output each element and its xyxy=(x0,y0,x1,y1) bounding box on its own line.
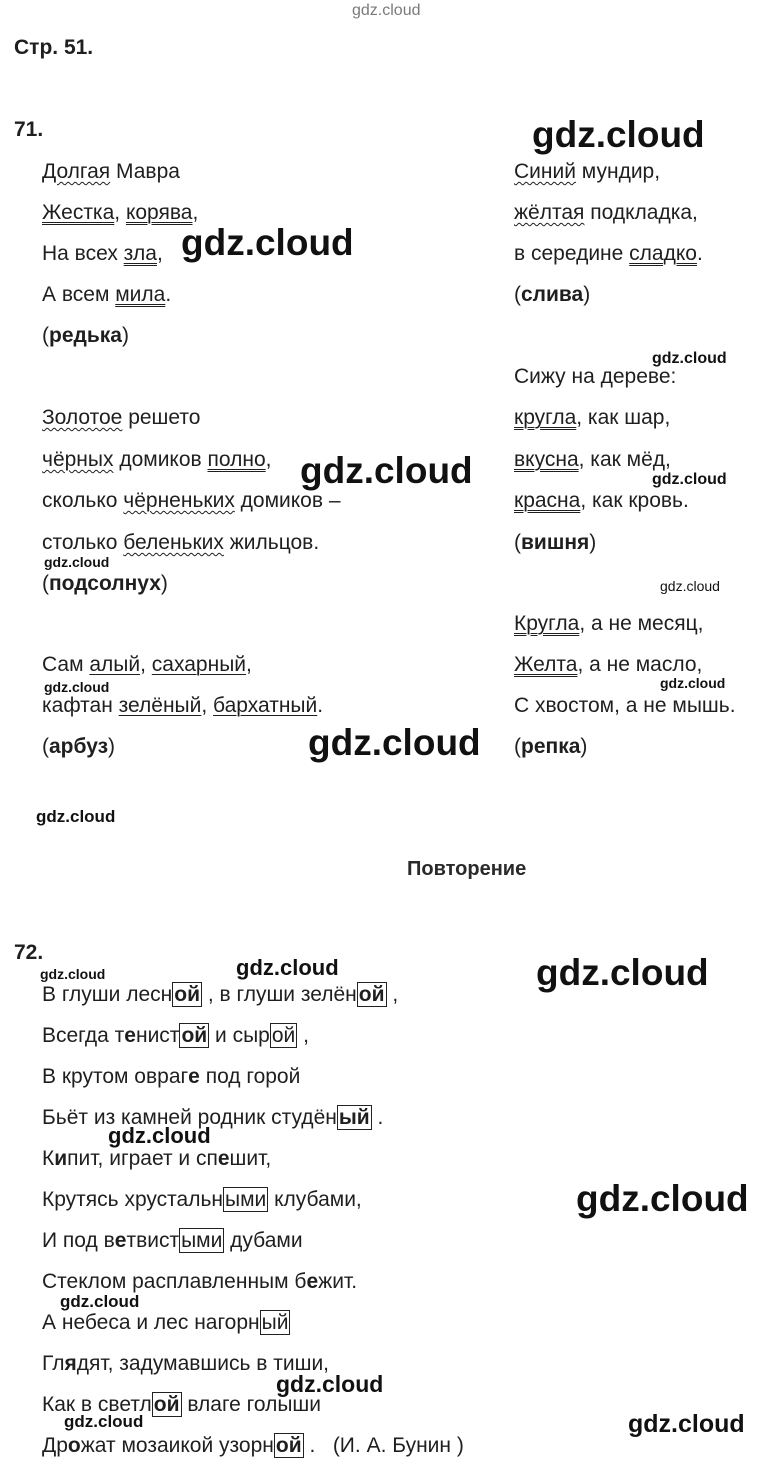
watermark: gdz.cloud xyxy=(308,722,481,763)
riddle-line: С хвостом, а не мышь. xyxy=(514,694,736,717)
riddle-answer xyxy=(42,571,168,597)
vowel-letter: е xyxy=(188,1065,200,1088)
riddle-line xyxy=(514,200,698,226)
paren: ) xyxy=(583,283,591,306)
riddle-answer xyxy=(42,734,115,760)
text-fragment: пит, играет и сп xyxy=(67,1147,218,1170)
watermark: gdz.cloud xyxy=(44,679,110,695)
riddle-line xyxy=(42,241,163,267)
riddle-line xyxy=(42,652,252,678)
poem-line xyxy=(42,1187,362,1213)
predicate-word: Желта xyxy=(514,653,578,676)
ending-box: ый xyxy=(338,1106,370,1129)
watermark: gdz.cloud xyxy=(660,675,726,691)
poem-line xyxy=(42,982,398,1008)
paren: ( xyxy=(42,324,49,347)
text-fragment: . xyxy=(317,694,324,717)
adjective-word: жёлтая xyxy=(514,201,585,224)
watermark: gdz.cloud xyxy=(236,955,339,980)
vowel-letter: е xyxy=(114,1229,127,1252)
watermark: gdz.cloud xyxy=(181,222,354,263)
author-attribution: (И. А. Бунин ) xyxy=(315,1434,464,1457)
text-fragment: Мавра xyxy=(110,160,180,183)
text-fragment: . xyxy=(303,1434,316,1457)
answer-word: слива xyxy=(521,283,584,306)
text-fragment: , как шар, xyxy=(576,406,671,429)
predicate-word: мила xyxy=(115,283,166,306)
text-fragment: жильцов. xyxy=(223,531,320,554)
watermark: gdz.cloud xyxy=(660,578,720,594)
watermark: gdz.cloud xyxy=(300,450,473,491)
riddle-line xyxy=(42,447,272,473)
poem-line xyxy=(42,1310,290,1336)
text-fragment: решето xyxy=(122,406,201,429)
text-fragment: , как мёд, xyxy=(578,448,671,471)
adjective-word: Золотое xyxy=(42,406,123,429)
riddle-line xyxy=(514,447,671,473)
ending-box: ой xyxy=(174,983,200,1006)
text-fragment: Стеклом расплавленным б xyxy=(42,1270,307,1293)
watermark-top: gdz.cloud xyxy=(352,2,421,19)
text-fragment: Всегда т xyxy=(42,1024,125,1047)
ending-box: ой xyxy=(181,1024,208,1047)
answer-word: арбуз xyxy=(49,735,109,758)
paren: ( xyxy=(42,735,49,758)
text-fragment: домиков – xyxy=(234,489,341,512)
adjective-word: Долгая xyxy=(42,160,111,183)
ending-box: ой xyxy=(358,983,385,1006)
ending-box: ыми xyxy=(225,1188,267,1211)
riddle-answer xyxy=(514,734,587,760)
predicate-word: Жестка xyxy=(42,201,115,224)
watermark: gdz.cloud xyxy=(60,1292,140,1311)
vowel-letter: о xyxy=(67,1434,81,1457)
answer-word: редька xyxy=(49,324,122,347)
paren: ) xyxy=(121,324,129,347)
predicate-word: Кругла xyxy=(514,612,580,635)
text-fragment: , xyxy=(192,201,199,224)
watermark: gdz.cloud xyxy=(532,114,705,155)
text-fragment: нист xyxy=(135,1024,180,1047)
riddle-line xyxy=(42,488,341,514)
paren: ) xyxy=(160,572,168,595)
text-fragment: Гл xyxy=(42,1352,65,1375)
section-title: Повторение xyxy=(407,858,527,880)
text-fragment: дубами xyxy=(224,1229,303,1252)
exercise-number-71: 71. xyxy=(14,118,44,141)
watermark: gdz.cloud xyxy=(276,1371,384,1397)
ending-box: ой xyxy=(275,1434,302,1457)
text-fragment: , xyxy=(156,242,163,265)
poem-line xyxy=(42,1433,464,1459)
ending-box: ый xyxy=(261,1311,289,1334)
adjective-word: зелёный xyxy=(118,694,202,717)
text-fragment: А всем xyxy=(42,283,116,306)
text-fragment: домиков xyxy=(113,448,208,471)
paren: ) xyxy=(580,735,588,758)
text-fragment: , xyxy=(386,983,399,1006)
adjective-word: бархатный xyxy=(213,694,318,717)
text-fragment: , xyxy=(297,1024,309,1047)
text-fragment: Бьёт из камней родник студён xyxy=(42,1106,337,1129)
ending-box: ой xyxy=(271,1024,296,1047)
ending-box: ой xyxy=(153,1393,180,1416)
text-fragment: . xyxy=(371,1106,384,1129)
text-fragment: Как в светл xyxy=(42,1393,152,1416)
watermark: gdz.cloud xyxy=(108,1123,211,1148)
text-fragment: , xyxy=(246,653,252,676)
text-fragment: Сам xyxy=(42,653,90,676)
adjective-word: беленьких xyxy=(123,531,224,554)
poem-line xyxy=(42,1228,303,1254)
text-fragment: , xyxy=(114,201,126,224)
text-fragment: жит. xyxy=(318,1270,358,1293)
text-fragment: подкладка, xyxy=(584,201,698,224)
text-fragment: А небеса и лес нагорн xyxy=(42,1311,260,1334)
riddle-line xyxy=(514,159,660,185)
riddle-line: Сижу на дереве: xyxy=(514,365,677,388)
text-fragment: жат мозаикой узорн xyxy=(80,1434,274,1457)
text-fragment: И под в xyxy=(42,1229,115,1252)
text-fragment: сколько xyxy=(42,489,124,512)
text-fragment: , как кровь. xyxy=(580,489,689,512)
text-fragment: В крутом овраг xyxy=(42,1065,189,1088)
adjective-word: алый xyxy=(89,653,141,676)
text-fragment: На всех xyxy=(42,242,124,265)
riddle-line xyxy=(42,405,200,431)
riddle-line xyxy=(42,530,319,556)
text-fragment: дят, задумавшись в тиши, xyxy=(76,1352,330,1375)
vowel-letter: я xyxy=(64,1352,77,1375)
text-fragment: , xyxy=(201,694,214,717)
text-fragment: в середине xyxy=(514,242,630,265)
text-fragment: . xyxy=(696,242,703,265)
paren: ( xyxy=(514,283,521,306)
adjective-word: Синий xyxy=(514,160,576,183)
watermark: gdz.cloud xyxy=(44,554,110,570)
riddle-line xyxy=(42,200,198,226)
poem-line xyxy=(42,1105,383,1131)
poem-line xyxy=(42,1146,271,1172)
vowel-letter: и xyxy=(54,1147,68,1170)
text-fragment: Крутясь хрустальн xyxy=(42,1188,224,1211)
text-fragment: и сыр xyxy=(209,1024,270,1047)
paren: ) xyxy=(589,531,597,554)
riddle-line xyxy=(42,282,171,308)
vowel-letter: е xyxy=(124,1024,136,1047)
text-fragment: столько xyxy=(42,531,124,554)
watermark: gdz.cloud xyxy=(36,807,116,826)
riddle-answer xyxy=(42,323,129,349)
answer-word: подсолнух xyxy=(49,572,161,595)
watermark: gdz.cloud xyxy=(628,1410,745,1438)
predicate-word: полно xyxy=(207,448,266,471)
page-reference: Стр. 51. xyxy=(14,36,94,59)
text-fragment: , xyxy=(265,448,272,471)
predicate-word: кругла xyxy=(514,406,577,429)
predicate-word: зла xyxy=(123,242,157,265)
predicate-word: красна xyxy=(514,489,581,512)
adjective-word: чёрненьких xyxy=(123,489,235,512)
text-fragment: , xyxy=(140,653,152,676)
riddle-answer xyxy=(514,530,596,556)
text-fragment: мундир, xyxy=(575,160,661,183)
riddle-line xyxy=(514,611,703,637)
riddle-answer xyxy=(514,282,590,308)
paren: ) xyxy=(108,735,116,758)
ending-box: ыми xyxy=(181,1229,223,1252)
paren: ( xyxy=(514,531,521,554)
answer-word: репка xyxy=(521,735,581,758)
riddle-line xyxy=(514,488,689,514)
watermark: gdz.cloud xyxy=(652,350,727,367)
predicate-word: сладко xyxy=(629,242,697,265)
answer-word: вишня xyxy=(521,531,590,554)
vowel-letter: е xyxy=(306,1270,319,1293)
riddle-line xyxy=(42,693,323,719)
text-fragment: , а не масло, xyxy=(577,653,703,676)
paren: ( xyxy=(42,572,49,595)
exercise-number-72: 72. xyxy=(14,941,44,964)
poem-line xyxy=(42,1064,300,1090)
text-fragment: кафтан xyxy=(42,694,119,717)
poem-line xyxy=(42,1023,309,1049)
predicate-word: вкусна xyxy=(514,448,579,471)
adjective-word: сахарный xyxy=(151,653,247,676)
text-fragment: . xyxy=(165,283,172,306)
watermark: gdz.cloud xyxy=(40,966,106,982)
paren: ( xyxy=(514,735,521,758)
text-fragment: , а не месяц, xyxy=(579,612,704,635)
riddle-line xyxy=(514,241,703,267)
text-fragment: влаге голыши xyxy=(181,1393,321,1416)
watermark: gdz.cloud xyxy=(576,1178,749,1219)
text-fragment: К xyxy=(42,1147,55,1170)
predicate-word: корява xyxy=(125,201,193,224)
watermark: gdz.cloud xyxy=(652,471,727,488)
text-fragment: клубами, xyxy=(268,1188,362,1211)
adjective-word: чёрных xyxy=(42,448,114,471)
riddle-line xyxy=(514,405,670,431)
text-fragment: В глуши лесн xyxy=(42,983,173,1006)
vowel-letter: е xyxy=(217,1147,230,1170)
text-fragment: под горой xyxy=(199,1065,301,1088)
text-fragment: твист xyxy=(126,1229,180,1252)
text-fragment: Др xyxy=(42,1434,68,1457)
text-fragment: , в глуши зелён xyxy=(202,983,357,1006)
watermark: gdz.cloud xyxy=(536,952,709,993)
riddle-line xyxy=(42,159,180,185)
watermark: gdz.cloud xyxy=(64,1412,144,1431)
text-fragment: шит, xyxy=(229,1147,272,1170)
